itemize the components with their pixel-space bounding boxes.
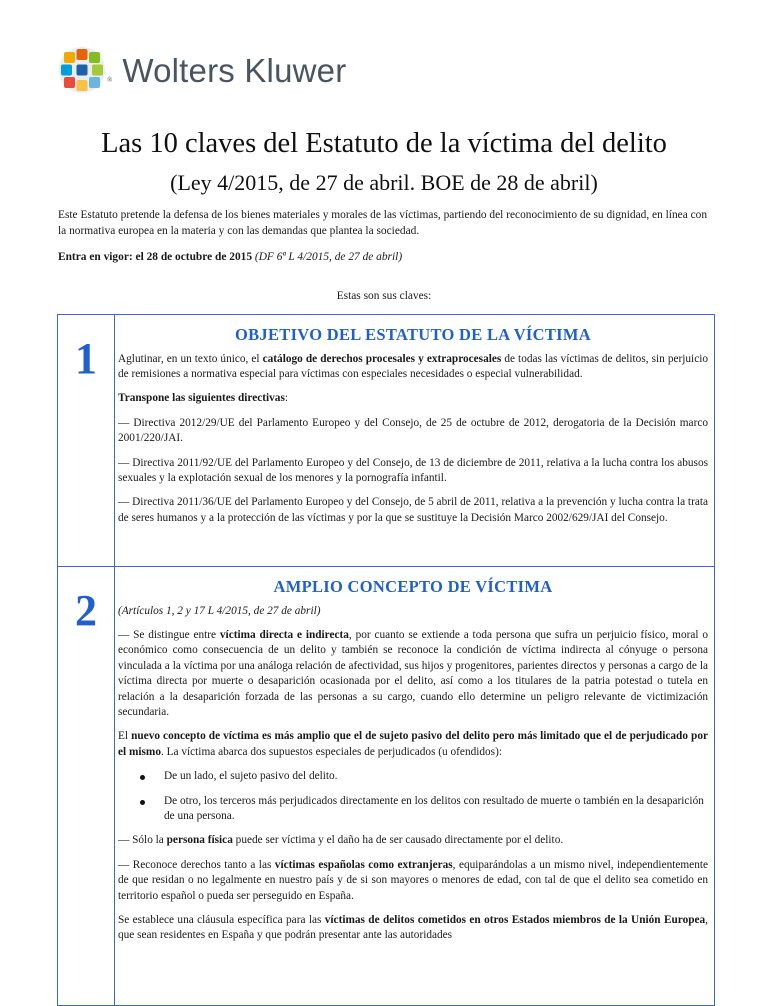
brand-logo xyxy=(58,44,346,96)
document-title: Las 10 claves del Estatuto de la víctima del delito xyxy=(101,128,667,159)
section-paragraph xyxy=(118,628,708,720)
logo-tile xyxy=(77,49,88,60)
text-bold: catálogo de derechos procesales y extraprocesales xyxy=(262,352,502,365)
registered-mark: ® xyxy=(107,76,113,84)
text-bold: nuevo concepto de víctima es más amplio que el de sujeto pasivo del delito pero más limitado que el de perjudicado por el mismo xyxy=(118,730,708,758)
text-run: — Reconoce derechos tanto a las xyxy=(118,858,275,871)
text-italic: (Artículos 1, 2 y 17 L 4/2015, de 27 de abril) xyxy=(118,604,321,617)
section-title: OBJETIVO DEL ESTATUTO DE LA VÍCTIMA xyxy=(234,325,591,344)
text-bold: Transpone las siguientes directivas xyxy=(118,392,285,405)
vigor-reference: (DF 6ª L 4/2015, de 27 de abril) xyxy=(254,251,403,263)
directive-item: — Directiva 2012/29/UE del Parlamento Europeo y del Consejo, de 25 de octubre de 2012, derogatoria de la Decisión marco 2001/220/JAI. xyxy=(118,416,708,445)
text-run: , que sean residentes en España y que podrán presentar ante las autoridades xyxy=(118,914,708,942)
list-item-text: De otro, los terceros más perjudicados directamente en los delitos con resultado de muerte o también en la desaparición de una persona. xyxy=(164,794,704,822)
section-paragraph xyxy=(118,391,708,406)
text-bold: víctimas españolas como extranjeras xyxy=(274,858,453,871)
logo-tile xyxy=(77,80,88,91)
wolters-kluwer-globe-icon xyxy=(58,46,106,94)
logo-tile xyxy=(64,77,75,88)
logo-tile xyxy=(89,77,100,88)
vigor-paragraph xyxy=(58,249,713,265)
text-run: El xyxy=(118,730,132,743)
logo-tile xyxy=(61,65,72,76)
list-item-text: De un lado, el sujeto pasivo del delito. xyxy=(164,770,338,783)
section-box-2 xyxy=(57,566,715,1006)
bullet-list xyxy=(118,769,708,824)
section-body xyxy=(118,567,708,953)
section-paragraph xyxy=(118,352,708,383)
directive-item: — Directiva 2011/36/UE del Parlamento Europeo y del Consejo, de 5 abril de 2011, relativa a la prevención y lucha contra la trata de seres humanos y a la protección de las víctimas y por la que se sustituye la Decisión Marco 2002/629/JAI del Consejo. xyxy=(118,496,708,524)
text-run: Aglutinar, en un texto único, el xyxy=(118,352,263,365)
directive-item: — Directiva 2011/92/UE del Parlamento Europeo y del Consejo, de 13 de diciembre de 2011, relativa a la lucha contra los abusos sexuales y la explotación sexual de los menores y la pornografía infantil. xyxy=(118,456,708,484)
text-run: , equiparándolas a un mismo nivel, independientemente de que residan o no legalmente en nuestro país y de si son mayores o menores de edad, con tal de que el delito sea cometido en territorio español o pueda ser perseguido en España. xyxy=(118,858,708,902)
section-paragraph xyxy=(118,833,708,848)
vigor-label: Entra en vigor: el 28 de octubre de 2015 xyxy=(58,251,253,263)
section-number-cell xyxy=(58,567,115,1005)
text-run: — Se distingue entre xyxy=(118,628,220,641)
intro-paragraph: Este Estatuto pretende la defensa de los bienes materiales y morales de las víctimas, partiendo del reconocimiento de su dignidad, en línea con la normativa europea en la materia y con las demandas que plantea la sociedad. xyxy=(58,209,708,237)
document-subtitle: (Ley 4/2015, de 27 de abril. BOE de 28 de abril) xyxy=(170,170,598,195)
list-item xyxy=(158,794,708,825)
text-run: Se establece una cláusula específica para las xyxy=(118,914,325,926)
text-bold: víctimas de delitos cometidos en otros Estados miembros de la Unión Europea xyxy=(324,914,706,926)
list-item xyxy=(158,769,708,784)
section-body xyxy=(118,315,708,535)
logo-tile xyxy=(77,65,88,76)
text-bold: persona física xyxy=(166,834,233,847)
text-run: , por cuanto se extiende a toda persona que sufra un perjuicio físico, moral o económico como consecuencia de un delito y también se reconoce la condición de víctima indirecta al cónyuge o persona vinculada a la víctima por una análoga relación de afectividad, sus hijos y progenitores, parientes directos y personas a cargo de la víctima directa por muerte o desaparición ocasionada por el delito, así como a los titulares de la patria potestad o tutela en relación a la desaparición forzada de las personas a su cargo, cuando ello determine un peligro relevante de victimización secundaria. xyxy=(118,628,709,718)
intro-block xyxy=(58,207,713,275)
claves-intro: Estas son sus claves: xyxy=(336,290,432,302)
logo-tile xyxy=(89,52,100,63)
text-run: de todas las víctimas de delitos, sin perjuicio de remisiones a normativa especial para víctimas con especiales necesidades o especial vulnerabilidad. xyxy=(118,352,708,380)
text-run: — Sólo la xyxy=(118,834,167,847)
section-box-1 xyxy=(57,314,715,567)
section-number: 1 xyxy=(75,334,97,383)
section-reference xyxy=(118,604,708,619)
section-title: AMPLIO CONCEPTO DE VÍCTIMA xyxy=(273,577,553,596)
section-number: 2 xyxy=(75,586,97,635)
section-paragraph xyxy=(118,729,708,760)
logo-tile xyxy=(64,52,75,63)
text-bold: víctima directa e indirecta xyxy=(219,628,349,641)
text-run: puede ser víctima y el daño ha de ser causado directamente por el delito. xyxy=(232,834,564,847)
text-run: : xyxy=(284,392,288,405)
text-run: . La víctima abarca dos supuestos especiales de perjudicados (u ofendidos): xyxy=(160,745,502,758)
section-paragraph xyxy=(118,913,708,944)
bullet-icon xyxy=(140,800,145,805)
logo-tile xyxy=(92,65,103,76)
bullet-icon xyxy=(140,775,145,780)
brand-name: Wolters Kluwer xyxy=(122,51,347,89)
section-number-cell xyxy=(58,315,115,566)
section-paragraph xyxy=(118,858,708,904)
